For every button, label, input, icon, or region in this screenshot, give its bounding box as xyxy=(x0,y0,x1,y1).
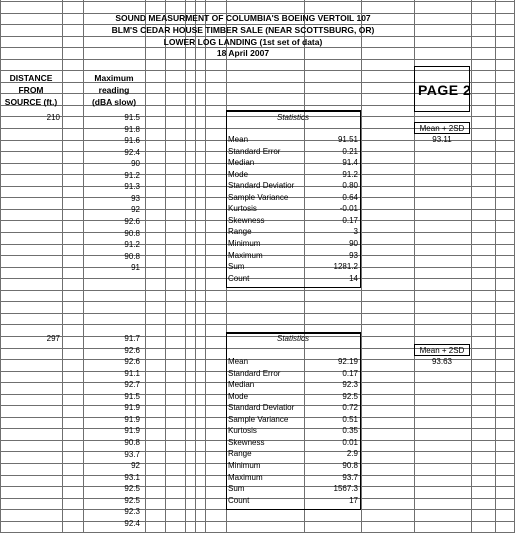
stat-label: Maximum xyxy=(228,472,263,482)
stat-value: -0.01 xyxy=(339,204,358,214)
stat-value: 0.72 xyxy=(342,403,358,413)
stat-label: Range xyxy=(228,449,252,459)
stat-label: Standard Deviatior xyxy=(228,403,295,413)
page-label-box xyxy=(414,66,470,112)
statistics-box xyxy=(226,110,361,288)
stat-label: Standard Error xyxy=(228,146,281,156)
distance-value: 297 xyxy=(46,334,60,343)
reading-value: 92.3 xyxy=(124,507,140,517)
stat-label: Count xyxy=(228,495,250,505)
reading-value: 93.1 xyxy=(124,472,140,482)
stat-label: Range xyxy=(228,227,252,237)
reading-value: 92.7 xyxy=(124,380,140,390)
page-label: PAGE 2 xyxy=(418,82,472,98)
stat-label: Skewness xyxy=(228,215,265,225)
stat-label: Sum xyxy=(228,484,245,494)
reading-value: 91.7 xyxy=(124,334,140,343)
title-line-1: SOUND MEASURMENT OF COLUMBIA'S BOEING VERTOIL 107 xyxy=(115,13,371,23)
reading-value: 90.8 xyxy=(124,251,140,261)
mean-plus-2sd-box xyxy=(414,344,470,356)
distance-header-line-2: FROM xyxy=(18,85,44,95)
mean-plus-2sd-value: 93.63 xyxy=(431,357,453,366)
reading-value: 90.8 xyxy=(124,228,140,238)
stat-value: 0.80 xyxy=(342,181,358,191)
stat-value: 92.19 xyxy=(337,357,358,366)
row-gridline xyxy=(0,521,515,522)
reading-value: 91.2 xyxy=(124,240,140,250)
reading-value: 93 xyxy=(131,193,140,203)
reading-value: 92.6 xyxy=(124,345,140,355)
stat-value: 0.51 xyxy=(342,414,358,424)
stat-label: Minimum xyxy=(228,460,261,470)
reading-value: 90.8 xyxy=(124,437,140,447)
reading-value: 92 xyxy=(131,205,140,215)
stat-label: Count xyxy=(228,273,250,283)
title-line-3: LOWER LOG LANDING (1st set of data) xyxy=(163,37,323,47)
stat-value: 92.3 xyxy=(342,380,358,390)
stat-value: 0.21 xyxy=(342,146,358,156)
mean-plus-2sd-value: 93.11 xyxy=(432,135,452,144)
stat-label: Sample Variance xyxy=(228,414,289,424)
stat-value: 93 xyxy=(349,250,358,260)
reading-value: 92.4 xyxy=(124,518,140,528)
stat-value: 1281.2 xyxy=(333,262,358,272)
reading-value: 91 xyxy=(131,263,140,273)
stat-label: Minimum xyxy=(228,238,261,248)
reading-value: 92.5 xyxy=(124,484,140,494)
stat-value: 0.35 xyxy=(342,426,358,436)
row-gridline xyxy=(0,290,515,291)
row-gridline xyxy=(0,1,515,2)
reading-value: 91.8 xyxy=(124,124,140,134)
reading-value: 91.9 xyxy=(124,414,140,424)
reading-value: 90 xyxy=(131,159,140,169)
reading-value: 91.5 xyxy=(124,113,140,122)
title-line-2: BLM'S CEDAR HOUSE TIMBER SALE (NEAR SCOTTSBURG, OR) xyxy=(111,25,375,35)
reading-value: 91.2 xyxy=(124,170,140,180)
stat-label: Sample Variance xyxy=(228,192,289,202)
statistics-box xyxy=(226,332,361,510)
reading-value: 91.9 xyxy=(124,426,140,436)
reading-value: 92.5 xyxy=(124,495,140,505)
stat-value: 90 xyxy=(349,238,358,248)
stat-value: 93.7 xyxy=(342,472,358,482)
mean-plus-2sd-label: Mean + 2SD xyxy=(419,124,465,133)
statistics-title: Statistics xyxy=(276,113,309,122)
stat-label: Mean xyxy=(228,135,249,144)
stat-label: Kurtosis xyxy=(228,426,257,436)
stat-value: 0.01 xyxy=(342,437,358,447)
distance-value: 210 xyxy=(46,113,60,122)
reading-value: 91.1 xyxy=(124,368,140,378)
row-gridline xyxy=(0,301,515,302)
stat-label: Median xyxy=(228,380,255,390)
stat-value: 90.8 xyxy=(342,460,358,470)
row-gridline xyxy=(0,59,515,60)
reading-value: 91.6 xyxy=(124,136,140,146)
stat-label: Kurtosis xyxy=(228,204,257,214)
distance-header-line-3: SOURCE (ft.) xyxy=(4,97,58,107)
reading-value: 92.6 xyxy=(124,216,140,226)
stat-value: 1567.3 xyxy=(333,484,358,494)
mean-plus-2sd-label: Mean + 2SD xyxy=(419,346,465,355)
stat-label: Skewness xyxy=(228,437,265,447)
reading-value: 91.5 xyxy=(124,391,140,401)
stat-label: Median xyxy=(228,158,255,168)
stat-value: 92.5 xyxy=(342,391,358,401)
stat-value: 91.2 xyxy=(342,169,358,179)
reading-value: 92.6 xyxy=(124,357,140,367)
statistics-title: Statistics xyxy=(276,334,309,343)
reading-header-line-1: Maximum xyxy=(94,73,134,83)
row-gridline xyxy=(0,324,515,325)
stat-value: 14 xyxy=(349,273,358,283)
stat-value: 17 xyxy=(349,495,358,505)
stat-label: Mode xyxy=(228,391,249,401)
reading-value: 92 xyxy=(131,461,140,471)
stat-label: Standard Error xyxy=(228,368,281,378)
title-line-4: 18 April 2007 xyxy=(216,48,270,58)
stat-label: Mean xyxy=(228,357,249,366)
stat-value: 2.9 xyxy=(346,449,358,459)
stat-value: 91.4 xyxy=(342,158,358,168)
reading-value: 91.3 xyxy=(124,182,140,192)
stat-label: Standard Deviatior xyxy=(228,181,295,191)
mean-plus-2sd-box xyxy=(414,122,470,134)
stat-value: 91.51 xyxy=(337,135,358,144)
reading-header-line-3: (dBA slow) xyxy=(91,97,137,107)
reading-value: 92.4 xyxy=(124,147,140,157)
stat-value: 0.17 xyxy=(342,215,358,225)
stat-label: Sum xyxy=(228,262,245,272)
stat-label: Maximum xyxy=(228,250,263,260)
stat-value: 0.64 xyxy=(342,192,358,202)
stat-value: 0.17 xyxy=(342,368,358,378)
row-gridline xyxy=(0,313,515,314)
reading-header-line-2: reading xyxy=(98,85,130,95)
distance-header-line-1: DISTANCE xyxy=(9,73,53,83)
reading-value: 91.9 xyxy=(124,403,140,413)
reading-value: 93.7 xyxy=(124,449,140,459)
stat-label: Mode xyxy=(228,169,249,179)
stat-value: 3 xyxy=(353,227,358,237)
